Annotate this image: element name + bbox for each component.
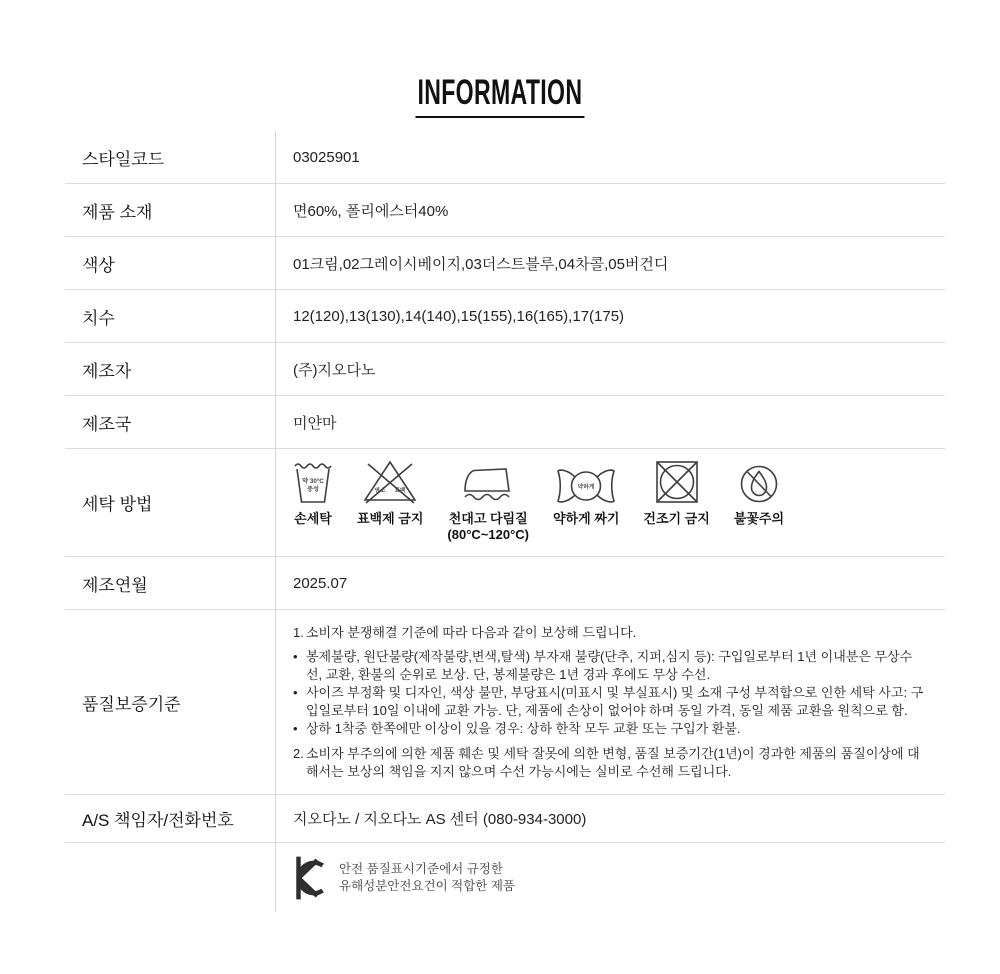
row-label: 세탁 방법 <box>82 495 153 514</box>
care-item-iron <box>447 457 529 543</box>
care-item-no-bleach <box>357 457 423 527</box>
care-item-hand-wash <box>293 457 333 527</box>
row-value: 03025901 <box>293 148 360 166</box>
row-label: 스타일코드 <box>82 149 165 169</box>
row-label: 제조국 <box>82 414 132 434</box>
table-row-style-code <box>65 131 945 184</box>
row-label: 제조자 <box>82 361 132 381</box>
table-row-material <box>65 184 945 237</box>
svg-text:염소: 염소 <box>374 488 386 494</box>
care-label: 표백제 금지 <box>357 511 424 526</box>
table-row-warranty <box>65 610 945 795</box>
care-label: 불꽃주의 <box>733 511 785 526</box>
row-value: 01크림,02그레이시베이지,03더스트블루,04차콜,05버건디 <box>293 255 669 273</box>
care-label: 천대고 다림질 <box>448 511 528 526</box>
care-item-no-flame <box>734 457 784 527</box>
row-label: 제품 소재 <box>82 202 153 222</box>
care-label: 건조기 금지 <box>643 511 710 526</box>
row-value: (주)지오다노 <box>293 361 376 379</box>
table-row-manufacture-date <box>65 557 945 610</box>
no-flame-icon <box>738 457 780 505</box>
product-info-table <box>65 131 945 912</box>
no-bleach-icon <box>359 457 421 505</box>
warranty-item: • 상하 1착중 한쪽에만 이상이 있을 경우: 상하 한착 모두 교환 또는 구입가 환불. <box>293 720 741 736</box>
iron-icon <box>462 457 514 505</box>
table-row-color <box>65 237 945 290</box>
row-value: 지오다노 / 지오다노 AS 센터 (080-934-3000) <box>293 811 587 828</box>
row-value: 12(120),13(130),14(140),15(155),16(165),17(175) <box>293 307 625 325</box>
kc-certification-text: 안전 품질표시기준에서 규정한 유해성분안전요건이 적합한 제품 <box>339 861 515 893</box>
care-icons-strip <box>275 449 945 556</box>
row-value: 미얀마 <box>293 414 337 432</box>
no-tumble-dry-icon <box>654 457 700 505</box>
title-wrap <box>0 73 1000 113</box>
table-row-manufacturer <box>65 343 945 396</box>
warranty-item: • 봉제불량, 원단불량(제작불량,변색,탈색) 부자재 불량(단추, 지퍼,심지 등): 구입일로부터 1년 이내분은 무상수선, 교환, 환불의 순위로 보상. 단, 봉제불량은 1년 경과 후에도 무상 수선. <box>293 648 913 682</box>
row-label: 색상 <box>82 255 115 275</box>
row-label-empty <box>65 843 275 912</box>
warranty-item: • 사이즈 부정확 및 디자인, 색상 불만, 부당표시(미표시 및 부실표시) 및 소재 구성 부적합으로 인한 세탁 사고: 구입일로부터 10일 이내에 교환 가능. 단, 제품에 손상이 없어야 하며 동일 가격, 동일 제품 교환을 원칙으로 함. <box>293 684 924 718</box>
warranty-text-block <box>275 610 945 794</box>
care-sublabel: (80°C~120°C) <box>447 527 529 542</box>
row-value: 2025.07 <box>293 574 348 592</box>
table-row-size <box>65 290 945 343</box>
page-title: INFORMATION <box>416 73 585 118</box>
svg-text:표백: 표백 <box>394 488 406 494</box>
row-label: A/S 책임자/전화번호 <box>82 811 234 830</box>
svg-text:중성: 중성 <box>307 486 319 493</box>
care-item-no-tumble-dry <box>643 457 709 527</box>
hand-wash-icon <box>293 457 333 505</box>
row-value: 면60%, 폴리에스터40% <box>293 202 449 220</box>
care-item-wring-gently <box>553 457 619 527</box>
table-row-care-instructions <box>65 449 945 557</box>
kc-mark-icon <box>293 853 329 903</box>
row-label: 제조연월 <box>82 575 148 595</box>
table-row-as-contact <box>65 795 945 843</box>
warranty-item: 2. 소비자 부주의에 의한 제품 훼손 및 세탁 잘못에 의한 변형, 품질 보증기간(1년)이 경과한 제품의 품질이상에 대해서는 보상의 책임을 지지 않으며 수선 가능시에는 실비로 수선해 드립니다. <box>293 745 920 779</box>
svg-text:약 30°C: 약 30°C <box>302 478 324 485</box>
svg-text:약하게: 약하게 <box>577 484 595 491</box>
table-row-kc-certification <box>65 843 945 912</box>
table-row-country <box>65 396 945 449</box>
care-label: 손세탁 <box>294 511 332 526</box>
row-label: 품질보증기준 <box>82 694 181 714</box>
care-label: 약하게 짜기 <box>552 511 620 526</box>
warranty-item: 1. 소비자 분쟁해결 기준에 따라 다음과 같이 보상해 드립니다. <box>293 624 637 640</box>
row-label: 치수 <box>82 308 115 328</box>
kc-certification <box>275 843 945 912</box>
wring-gently-icon <box>555 457 617 505</box>
